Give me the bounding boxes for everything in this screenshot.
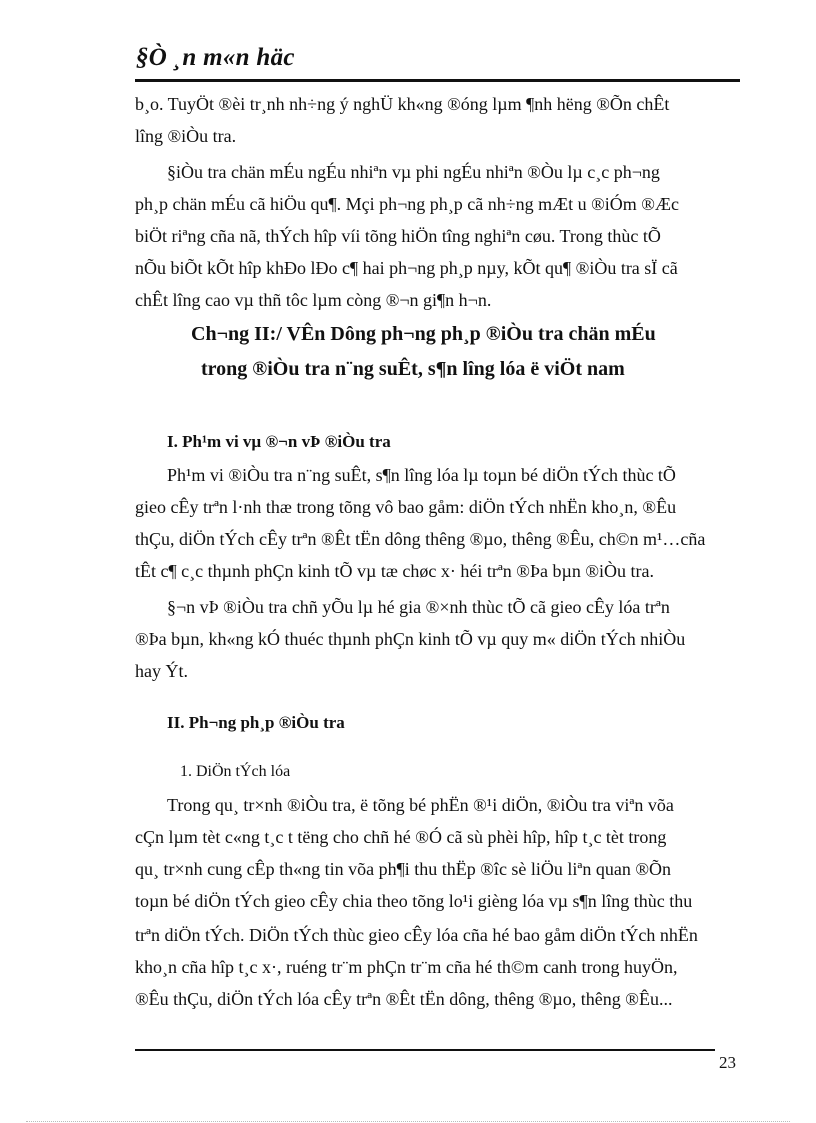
body-text-line: toµn bé diÖn tÝch gieo cÊy chia theo tõng lo¹i gièng lóa vµ s¶n lîng thùc thu	[135, 891, 693, 911]
chapter-title-line-1: Ch¬ng II:/ VÊn Dông ph¬ng ph¸p ®iÒu tra chän mÉu	[191, 323, 656, 345]
body-text-line: b¸o. TuyÖt ®èi tr¸nh nh÷ng ý nghÜ kh«ng ®óng lµm ¶nh hëng ®Õn chÊt	[135, 94, 670, 114]
document-header-title: §Ò ¸n m«n häc	[136, 44, 295, 71]
body-text-line: biÖt riªng cña nã, thÝch hîp víi tõng hiÖn tîng nghiªn cøu. Trong thùc tÕ	[135, 226, 661, 246]
body-text-line: lîng ®iÒu tra.	[135, 126, 237, 146]
body-text-line: kho¸n cña hîp t¸c x·, ruéng tr¨m phÇn tr¨m cña hé th©m canh trong huyÖn,	[135, 957, 678, 977]
body-text-line: nÕu biÕt kÕt hîp khÐo lÐo c¶ hai ph¬ng ph¸p nµy, kÕt qu¶ ®iÒu tra sÏ cã	[135, 258, 678, 278]
page-bottom-edge	[26, 1121, 790, 1122]
subsection-heading-rice-area: 1. DiÖn tÝch lóa	[180, 763, 291, 780]
body-text-line: tÊt c¶ c¸c thµnh phÇn kinh tÕ vµ tæ chøc x· héi trªn ®Þa bµn ®iÒu tra.	[135, 561, 655, 581]
body-text-line: cÇn lµm tèt c«ng t¸c t tëng cho chñ hé ®Ó cã sù phèi hîp, hîp t¸c tèt trong	[135, 827, 667, 847]
section-heading-scope: I. Ph¹m vi vµ ®¬n vÞ ®iÒu tra	[167, 432, 391, 451]
header-divider	[135, 79, 740, 82]
body-text-line: qu¸ tr×nh cung cÊp th«ng tin võa ph¶i thu thËp ®îc sè liÖu liªn quan ®Õn	[135, 859, 672, 879]
body-text-line: Trong qu¸ tr×nh ®iÒu tra, ë tõng bé phËn ®¹i diÖn, ®iÒu tra viªn võa	[167, 795, 674, 815]
body-text-line: §iÒu tra chän mÉu ngÉu nhiªn vµ phi ngÉu nhiªn ®Òu lµ c¸c ph¬ng	[167, 162, 660, 182]
body-text-line: §¬n vÞ ®iÒu tra chñ yÕu lµ hé gia ®×nh thùc tÕ cã gieo cÊy lóa trªn	[167, 597, 670, 617]
body-text-line: trªn diÖn tÝch. DiÖn tÝch thùc gieo cÊy lóa cña hé bao gåm diÖn tÝch nhËn	[135, 925, 698, 945]
body-text-line: chÊt lîng cao vµ thñ tôc lµm còng ®¬n gi¶n h¬n.	[135, 290, 492, 310]
section-heading-method: II. Ph¬ng ph¸p ®iÒu tra	[167, 713, 345, 732]
body-text-line: ®Êu thÇu, diÖn tÝch lóa cÊy trªn ®Êt tËn dông, thêng ®µo, thêng ®Êu...	[135, 989, 673, 1009]
footer-divider	[135, 1049, 715, 1051]
body-text-line: ph¸p chän mÉu cã hiÖu qu¶. Mçi ph¬ng ph¸p cã nh÷ng mÆt u ®iÓm ®Æc	[135, 194, 679, 214]
page-number: 23	[719, 1053, 736, 1072]
body-text-line: thÇu, diÖn tÝch cÊy trªn ®Êt tËn dông thêng ®µo, thêng ®Êu, ch©n m¹…cña	[135, 529, 706, 549]
body-text-line: gieo cÊy trªn l·nh thæ trong tõng vô bao gåm: diÖn tÝch nhËn kho¸n, ®Êu	[135, 497, 677, 517]
chapter-title-line-2: trong ®iÒu tra n¨ng suÊt, s¶n lîng lóa ë viÖt nam	[201, 358, 625, 380]
body-text-line: ®Þa bµn, kh«ng kÓ thuéc thµnh phÇn kinh tÕ vµ quy m« diÖn tÝch nhiÒu	[135, 629, 686, 649]
body-text-line: Ph¹m vi ®iÒu tra n¨ng suÊt, s¶n lîng lóa lµ toµn bé diÖn tÝch thùc tÕ	[167, 465, 676, 485]
body-text-line: hay Ýt.	[135, 661, 188, 681]
